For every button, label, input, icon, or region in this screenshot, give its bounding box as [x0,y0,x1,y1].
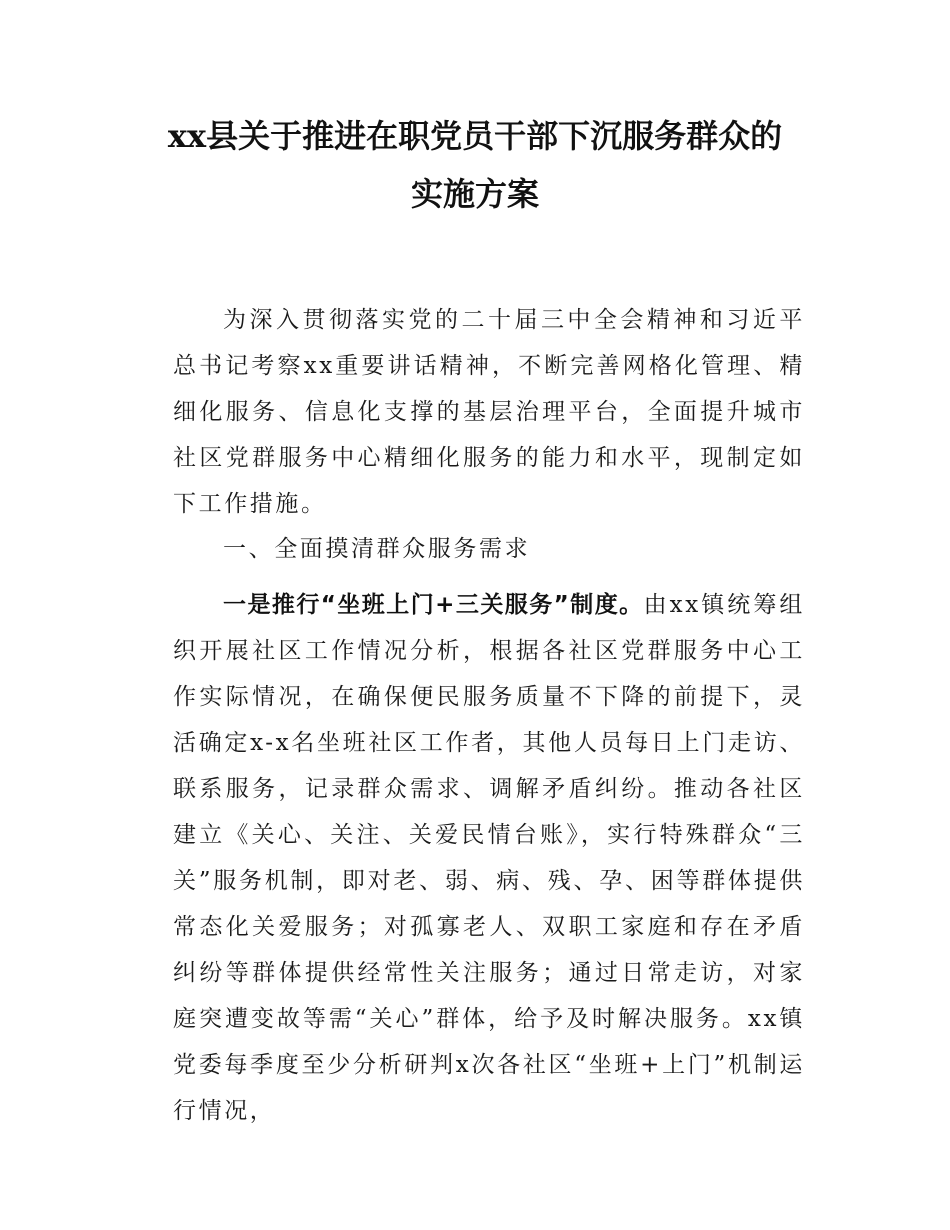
section-1-paragraph-1 [173,582,805,1134]
document-title-line-1: xx县关于推进在职党员干部下沉服务群众的 [167,117,783,155]
intro-paragraph: 为深入贯彻落实党的二十届三中全会精神和习近平总书记考察xx重要讲话精神，不断完善网格化管理、精细化服务、信息化支撑的基层治理平台，全面提升城市社区党群服务中心精细化服务的能力和水平，现制定如下工作措施。 [173,307,805,517]
section-1-heading: 一、全面摸清群众服务需求 [223,536,531,562]
section-1-paragraph-1-lead: 一是推行“坐班上门+三关服务”制度。 [223,592,644,618]
section-1-paragraph-1-body: 由xx镇统筹组织开展社区工作情况分析，根据各社区党群服务中心工作实际情况，在确保便民服务质量不下降的前提下，灵活确定x-x名坐班社区工作者，其他人员每日上门走访、联系服务，记录群众需求、调解矛盾纠纷。推动各社区建立《关心、关注、关爱民情台账》，实行特殊群众“三关”服务机制，即对老、弱、病、残、孕、困等群体提供常态化关爱服务；对孤寡老人、双职工家庭和存在矛盾纠纷等群体提供经常性关注服务；通过日常走访，对家庭突遭变故等需“关心”群体，给予及时解决服务。xx镇党委每季度至少分析研判x次各社区“坐班+上门”机制运行情况， [173,592,805,1124]
document-title-line-2: 实施方案 [410,175,539,213]
